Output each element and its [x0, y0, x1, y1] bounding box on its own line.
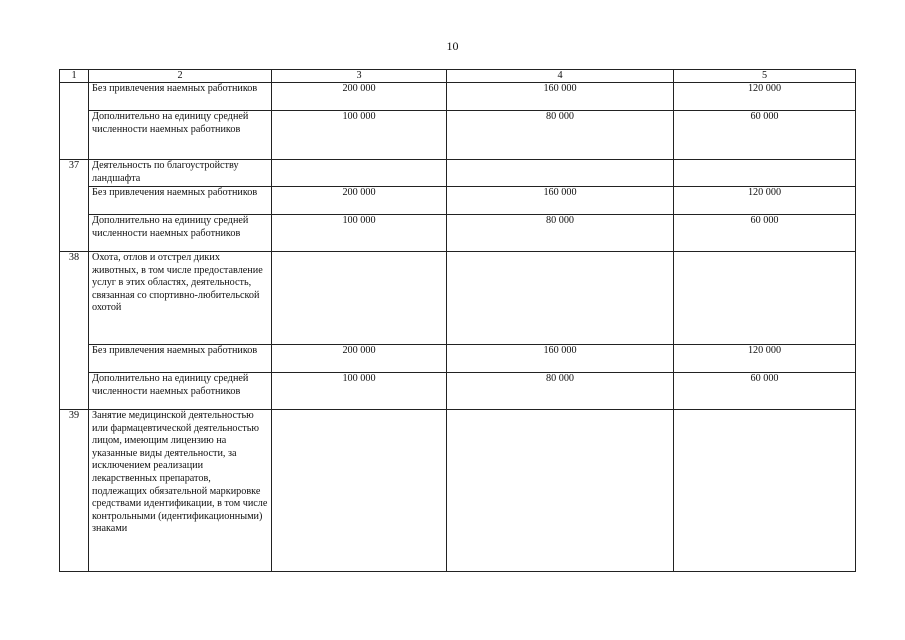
- value-cell: 120 000: [674, 345, 856, 373]
- value-cell: 160 000: [447, 345, 674, 373]
- value-cell: 100 000: [272, 111, 447, 160]
- row-number: 38: [60, 252, 89, 410]
- column-header: 4: [447, 70, 674, 83]
- value-cell: 200 000: [272, 83, 447, 111]
- value-cell: [674, 160, 856, 187]
- table-row: [60, 373, 856, 410]
- row-number: [60, 83, 89, 160]
- value-cell: 120 000: [674, 83, 856, 111]
- activity-text: Без привлечения наемных работников: [89, 187, 272, 215]
- value-cell: 100 000: [272, 373, 447, 410]
- value-cell: 120 000: [674, 187, 856, 215]
- value-cell: [447, 252, 674, 345]
- table-row: [60, 111, 856, 160]
- table-row: [60, 215, 856, 252]
- value-cell: 60 000: [674, 111, 856, 160]
- value-cell: 80 000: [447, 215, 674, 252]
- value-cell: 60 000: [674, 373, 856, 410]
- table-row: [60, 252, 856, 345]
- column-header: 1: [60, 70, 89, 83]
- column-header: 3: [272, 70, 447, 83]
- column-header: 2: [89, 70, 272, 83]
- value-cell: 60 000: [674, 215, 856, 252]
- row-number: 39: [60, 410, 89, 572]
- table-row: [60, 410, 856, 572]
- tariff-table: [59, 69, 856, 572]
- activity-text: Дополнительно на единицу средней численности наемных работников: [89, 373, 272, 410]
- value-cell: [447, 160, 674, 187]
- table-row: [60, 345, 856, 373]
- activity-text: Дополнительно на единицу средней численности наемных работников: [89, 215, 272, 252]
- table-header-row: [60, 70, 856, 83]
- value-cell: [674, 410, 856, 572]
- value-cell: 80 000: [447, 111, 674, 160]
- table-row: [60, 83, 856, 111]
- value-cell: 160 000: [447, 187, 674, 215]
- column-header: 5: [674, 70, 856, 83]
- value-cell: 80 000: [447, 373, 674, 410]
- table-row: [60, 187, 856, 215]
- activity-text: Дополнительно на единицу средней численности наемных работников: [89, 111, 272, 160]
- value-cell: [272, 252, 447, 345]
- value-cell: 160 000: [447, 83, 674, 111]
- value-cell: 200 000: [272, 345, 447, 373]
- activity-text: Без привлечения наемных работников: [89, 345, 272, 373]
- value-cell: [447, 410, 674, 572]
- value-cell: 100 000: [272, 215, 447, 252]
- value-cell: [272, 410, 447, 572]
- row-number: 37: [60, 160, 89, 252]
- table-row: [60, 160, 856, 187]
- value-cell: [272, 160, 447, 187]
- activity-text: Охота, отлов и отстрел диких животных, в том числе предоставление услуг в этих областях, деятельность, связанная со спортивно-любительской охотой: [89, 252, 272, 345]
- activity-text: Без привлечения наемных работников: [89, 83, 272, 111]
- page-number: 10: [446, 39, 459, 53]
- value-cell: 200 000: [272, 187, 447, 215]
- value-cell: [674, 252, 856, 345]
- activity-text: Деятельность по благоустройству ландшафта: [89, 160, 272, 187]
- activity-text: Занятие медицинской деятельностью или фармацевтической деятельностью лицом, имеющим лицензию на указанные виды деятельности, за исключением реализации лекарственных препаратов, подлежащих обязательной маркировке средствами идентификации, в том числе контрольными (идентификационными) знаками: [89, 410, 272, 572]
